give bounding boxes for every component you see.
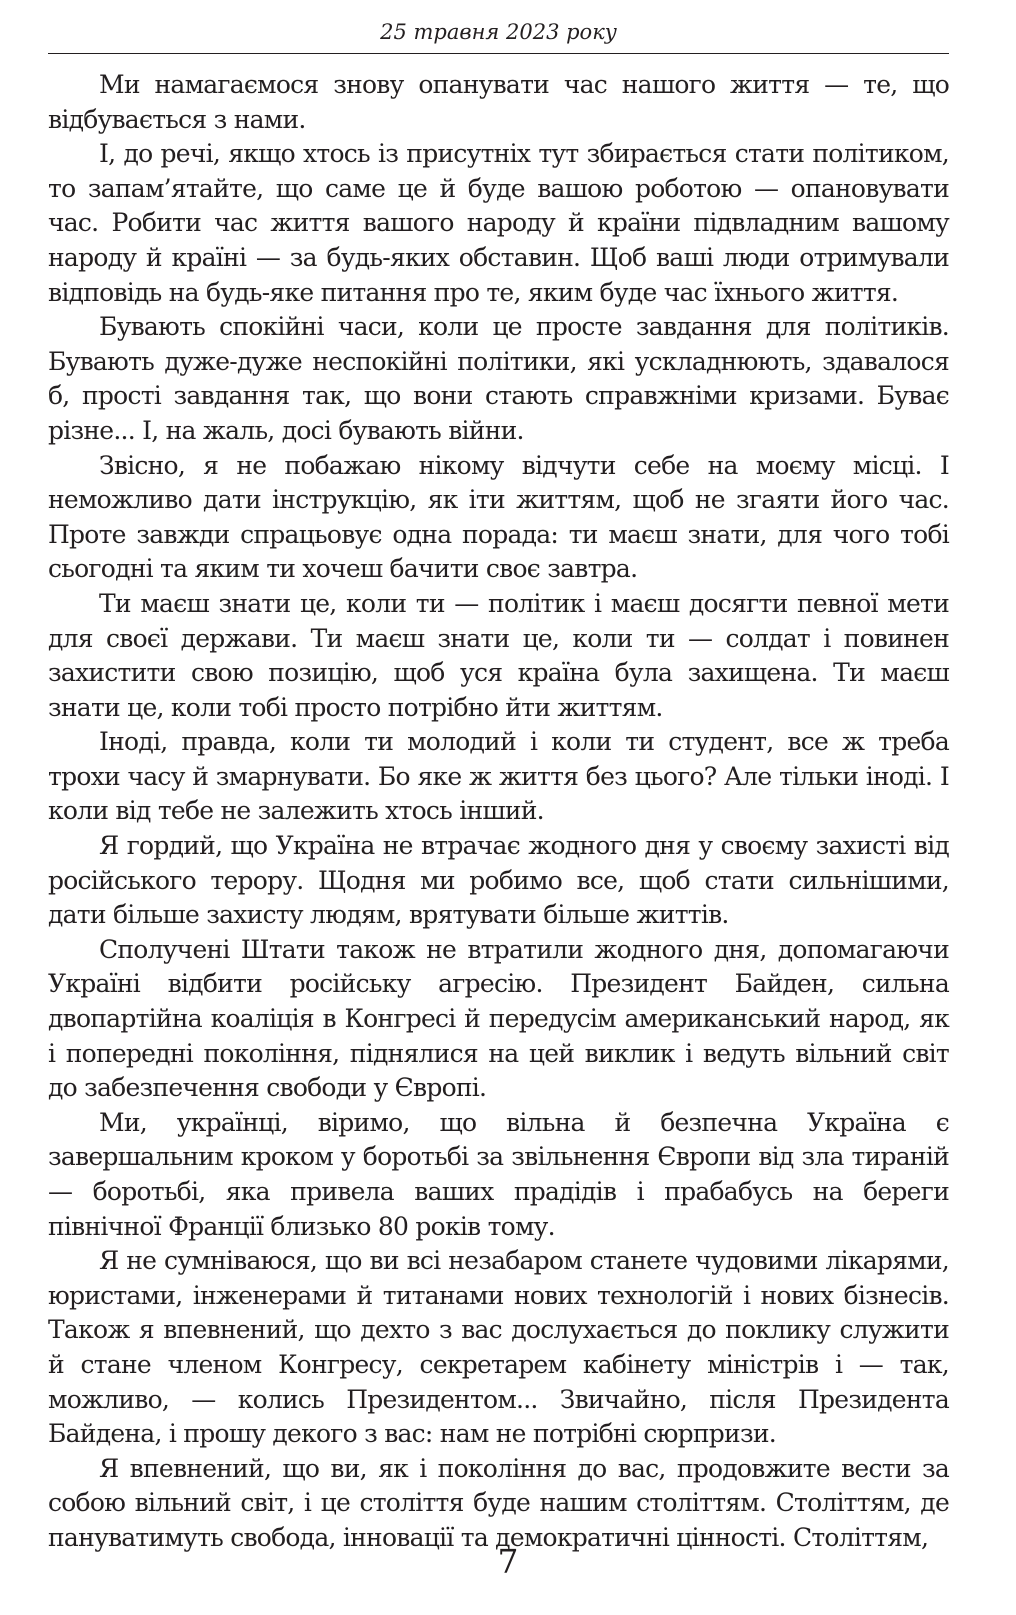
paragraph: Ми намагаємося знову опанувати час нашого життя — те, що відбувається з нами.	[48, 70, 949, 134]
paragraph: Сполучені Штати також не втратили жодного дня, допомагаючи Україні відбити російську агресію. Президент Байден, сильна двопартійна коаліція в Конгресі й передусім американський народ, як і попередні покоління, піднялися на цей виклик і ведуть вільний світ до забезпечення свободи у Європі.	[48, 934, 949, 1103]
paragraph: Звісно, я не побажаю нікому відчути себе на моєму місці. І неможливо дати інструкцію, як іти життям, щоб не згаяти його час. Проте завжди спрацьовує одна порада: ти маєш знати, для чого тобі сьогодні та яким ти хочеш бачити своє завтра.	[48, 450, 949, 584]
header-rule	[48, 53, 949, 54]
paragraph: Я впевнений, що ви, як і покоління до вас, продовжите вести за собою вільний світ, і це століття буде нашим століттям. Століттям, де пануватимуть свобода, інновації та демократичні цінності. Століттям,	[48, 1453, 949, 1552]
body-text	[48, 68, 949, 1556]
paragraph: Іноді, правда, коли ти молодий і коли ти студент, все ж треба трохи часу й змарнувати. Бо яке ж життя без цього? Але тільки іноді. І коли від тебе не залежить хтось інший.	[48, 727, 949, 826]
running-head: 25 травня 2023 року	[380, 20, 617, 44]
paragraph: Ми, українці, віримо, що вільна й безпечна Україна є завершальним кроком у боротьбі за звільнення Європи від зла тираній — боротьбі, яка привела ваших прадідів і прабабусь на береги північної Франції близько 80 років тому.	[48, 1107, 949, 1241]
paragraph: Я не сумніваюся, що ви всі незабаром станете чудовими лікарями, юристами, інженерами й титанами нових технологій і нових бізнесів. Також я впевнений, що дехто з вас дослухається до поклику служити й стане членом Конгресу, секретарем кабінету міністрів і — так, можливо, — колись Президентом... Звичайно, після Президента Байдена, і прошу декого з вас: нам не потрібні сюрпризи.	[48, 1246, 949, 1449]
page-number: 7	[497, 1542, 519, 1581]
paragraph: Я гордий, що Україна не втрачає жодного дня у своєму захисті від російського терору. Щодня ми робимо все, щоб стати сильнішими, дати більше захисту людям, врятувати більше життів.	[48, 831, 949, 930]
paragraph: Бувають спокійні часи, коли це просте завдання для політиків. Бувають дуже-дуже неспокійні політики, які ускладнюють, здавалося б, прості завдання так, що вони стають справжніми кризами. Буває різне... І, на жаль, досі бувають війни.	[48, 312, 949, 445]
paragraph: І, до речі, якщо хтось із присутніх тут збирається стати політиком, то запам’ятайте, що саме це й буде вашою роботою — опановувати час. Робити час життя вашого народу й країни підвладним вашому народу й країні — за будь-яких обставин. Щоб ваші люди отримували відповідь на будь-яке питання про те, яким буде час їхнього життя.	[48, 139, 949, 307]
paragraph: Ти маєш знати це, коли ти — політик і маєш досягти певної мети для своєї держави. Ти маєш знати це, коли ти — солдат і повинен захистити свою позицію, щоб уся країна була захищена. Ти маєш знати це, коли тобі просто потрібно йти життям.	[48, 588, 949, 722]
